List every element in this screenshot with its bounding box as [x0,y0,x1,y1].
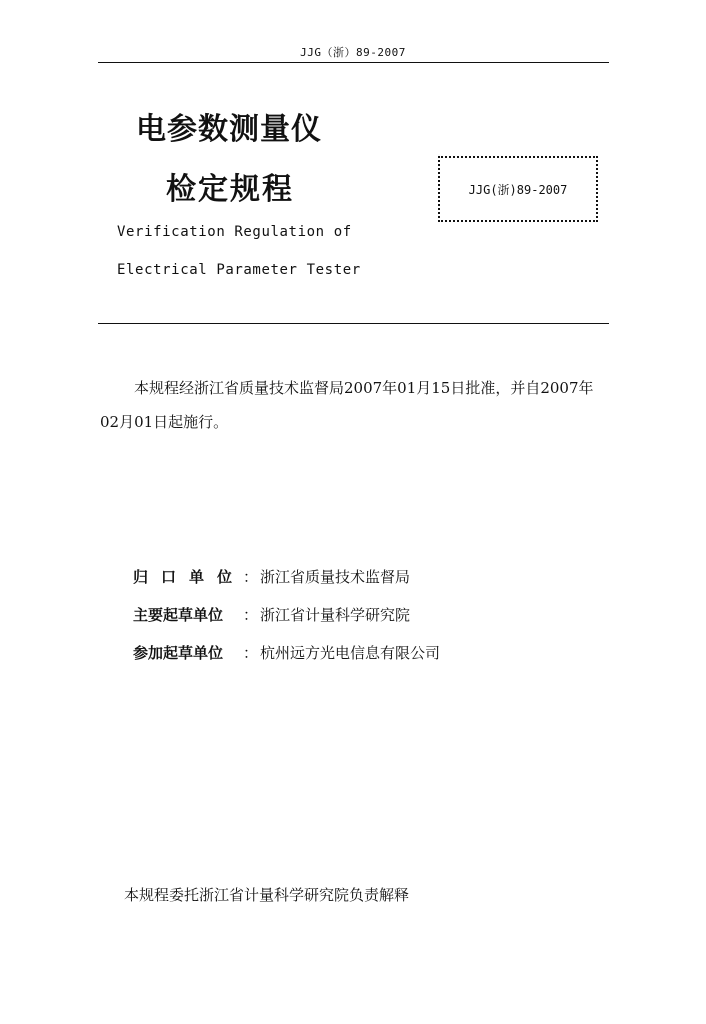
unit-row-participating-drafter [133,633,583,671]
title-english-line1: Verification Regulation of [117,224,352,240]
approval-statement: 本规程经浙江省质量技术监督局2007年01月15日批准，并自2007年02月01日起施行。 [100,379,594,431]
unit-colon: ： [243,643,259,662]
standard-code-box [438,156,598,222]
header-divider [98,62,609,63]
unit-row-centralized [133,557,583,595]
title-english-line2: Electrical Parameter Tester [117,262,361,278]
title-chinese-line1: 电参数测量仪 [136,112,322,147]
header-standard-code: JJG（浙）89-2007 [300,46,406,59]
unit-colon: ： [243,605,259,624]
unit-value-main-drafter: 浙江省计量科学研究院 [260,605,411,624]
unit-label-centralized: 归口单位 [133,567,246,586]
title-divider [98,323,609,324]
interpretation-note: 本规程委托浙江省计量科学研究院负责解释 [124,886,410,904]
title-chinese-line2: 检定规程 [166,172,294,207]
unit-label-main-drafter: 主要起草单位 [133,605,224,624]
drafting-units [133,557,583,671]
unit-value-participating-drafter: 杭州远方光电信息有限公司 [260,643,441,662]
unit-row-main-drafter [133,595,583,633]
unit-label-participating-drafter: 参加起草单位 [133,643,224,662]
unit-colon: ： [243,567,259,586]
standard-code-text: JJG(浙)89-2007 [468,182,568,197]
unit-value-centralized: 浙江省质量技术监督局 [260,567,411,586]
